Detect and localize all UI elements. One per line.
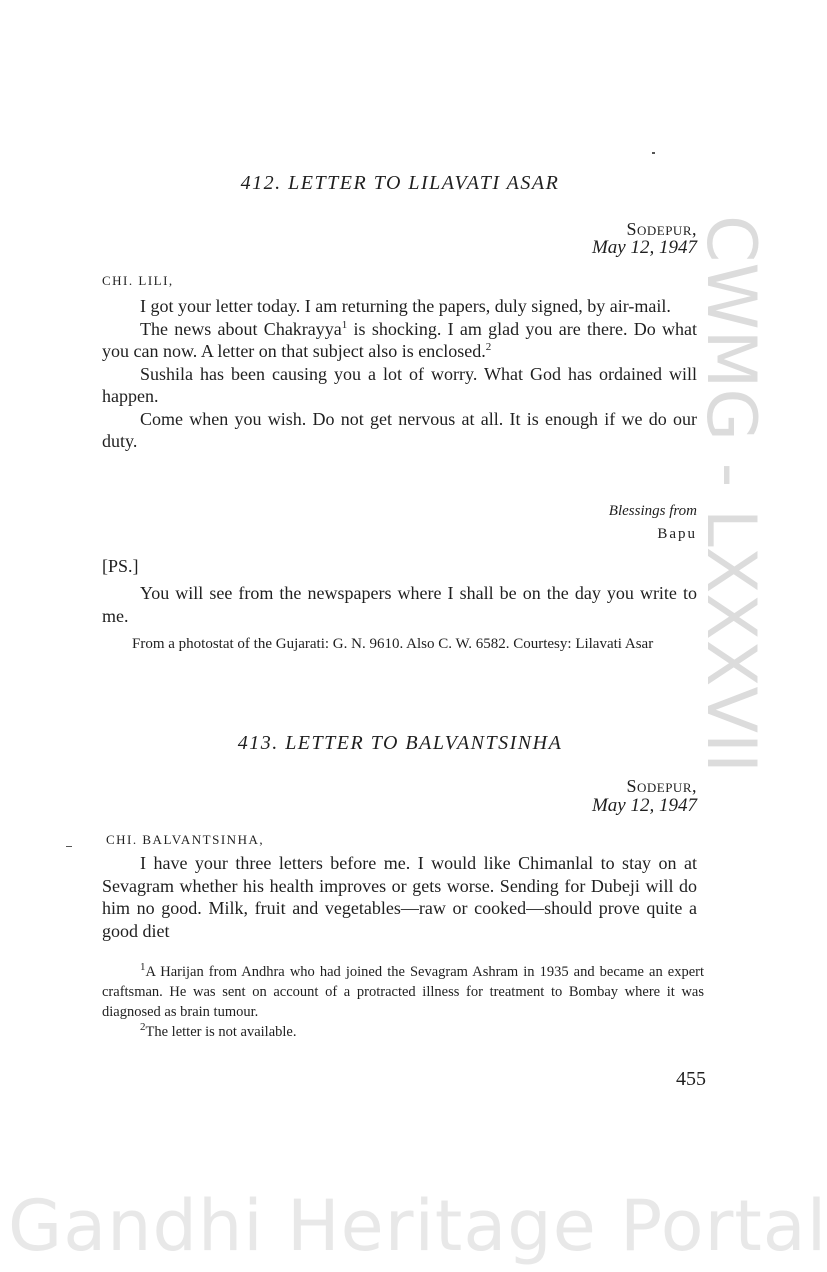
letter-413-place <box>626 776 697 797</box>
paragraph-text: is shocking. I am glad you are there. Do what you can now. A letter on that subject also is enclosed. <box>102 318 697 361</box>
letter-413-salutation: CHI. BALVANTSINHA, <box>106 832 265 847</box>
paragraph: You will see from the newspapers where I shall be on the day you write to me. <box>102 583 697 626</box>
letter-412-closing: Blessings from <box>608 503 697 519</box>
place-text: Sodepur, <box>626 776 697 796</box>
paragraph: I got your letter today. I am returning the papers, duly signed, by air-mail. <box>140 296 671 316</box>
letter-412-body <box>102 295 697 453</box>
scan-speck <box>66 846 72 847</box>
scan-speck <box>652 152 655 154</box>
place-text: Sodepur, <box>626 219 697 239</box>
footnote <box>102 1022 704 1042</box>
ps-body <box>102 582 697 627</box>
letter-412-source: From a photostat of the Gujarati: G. N. 9610. Also C. W. 6582. Courtesy: Lilavati Asar <box>132 636 654 652</box>
footnote-ref: 1 <box>341 318 348 331</box>
letter-412-title: 412. LETTER TO LILAVATI ASAR <box>240 172 560 194</box>
letter-412-signature: Bapu <box>657 526 697 542</box>
side-watermark: CWMG - LXXXVII <box>691 215 770 774</box>
letter-413-date: May 12, 1947 <box>591 795 697 816</box>
letter-413-body <box>102 852 697 942</box>
ps-label: [PS.] <box>102 556 139 576</box>
paragraph-text: The news about Chakrayya <box>140 318 342 339</box>
footnote-marker: 1 <box>140 961 146 974</box>
paragraph <box>102 318 697 363</box>
footnote-ref: 2 <box>485 341 492 353</box>
footnote-text: The letter is not available. <box>145 1024 297 1040</box>
paragraph: I have your three letters before me. I would like Chimanlal to stay on at Sevagram whether his health improves or gets worse. Sending for Dubeji will do him no good. Milk, fruit and vegetables—raw or cooked—should prove quite a good diet <box>102 853 697 941</box>
letter-412-date: May 12, 1947 <box>591 237 697 258</box>
paragraph: Come when you wish. Do not get nervous at all. It is enough if we do our duty. <box>102 408 697 451</box>
letter-412-salutation: CHI. LILI, <box>102 273 174 288</box>
footnote-marker: 2 <box>140 1021 146 1034</box>
page-number: 455 <box>676 1068 706 1090</box>
paragraph: Sushila has been causing you a lot of worry. What God has ordained will happen. <box>102 363 697 406</box>
footnotes <box>102 962 704 1042</box>
portal-watermark: Gandhi Heritage Portal <box>8 1185 827 1267</box>
footnote-text: A Harijan from Andhra who had joined the Sevagram Ashram in 1935 and became an expert craftsman. He was sent on account of a protracted illness for treatment to Bombay where it was diagnosed as brain tumour. <box>102 964 704 1020</box>
footnote <box>102 962 704 1022</box>
letter-413-title: 413. LETTER TO BALVANTSINHA <box>237 732 563 754</box>
